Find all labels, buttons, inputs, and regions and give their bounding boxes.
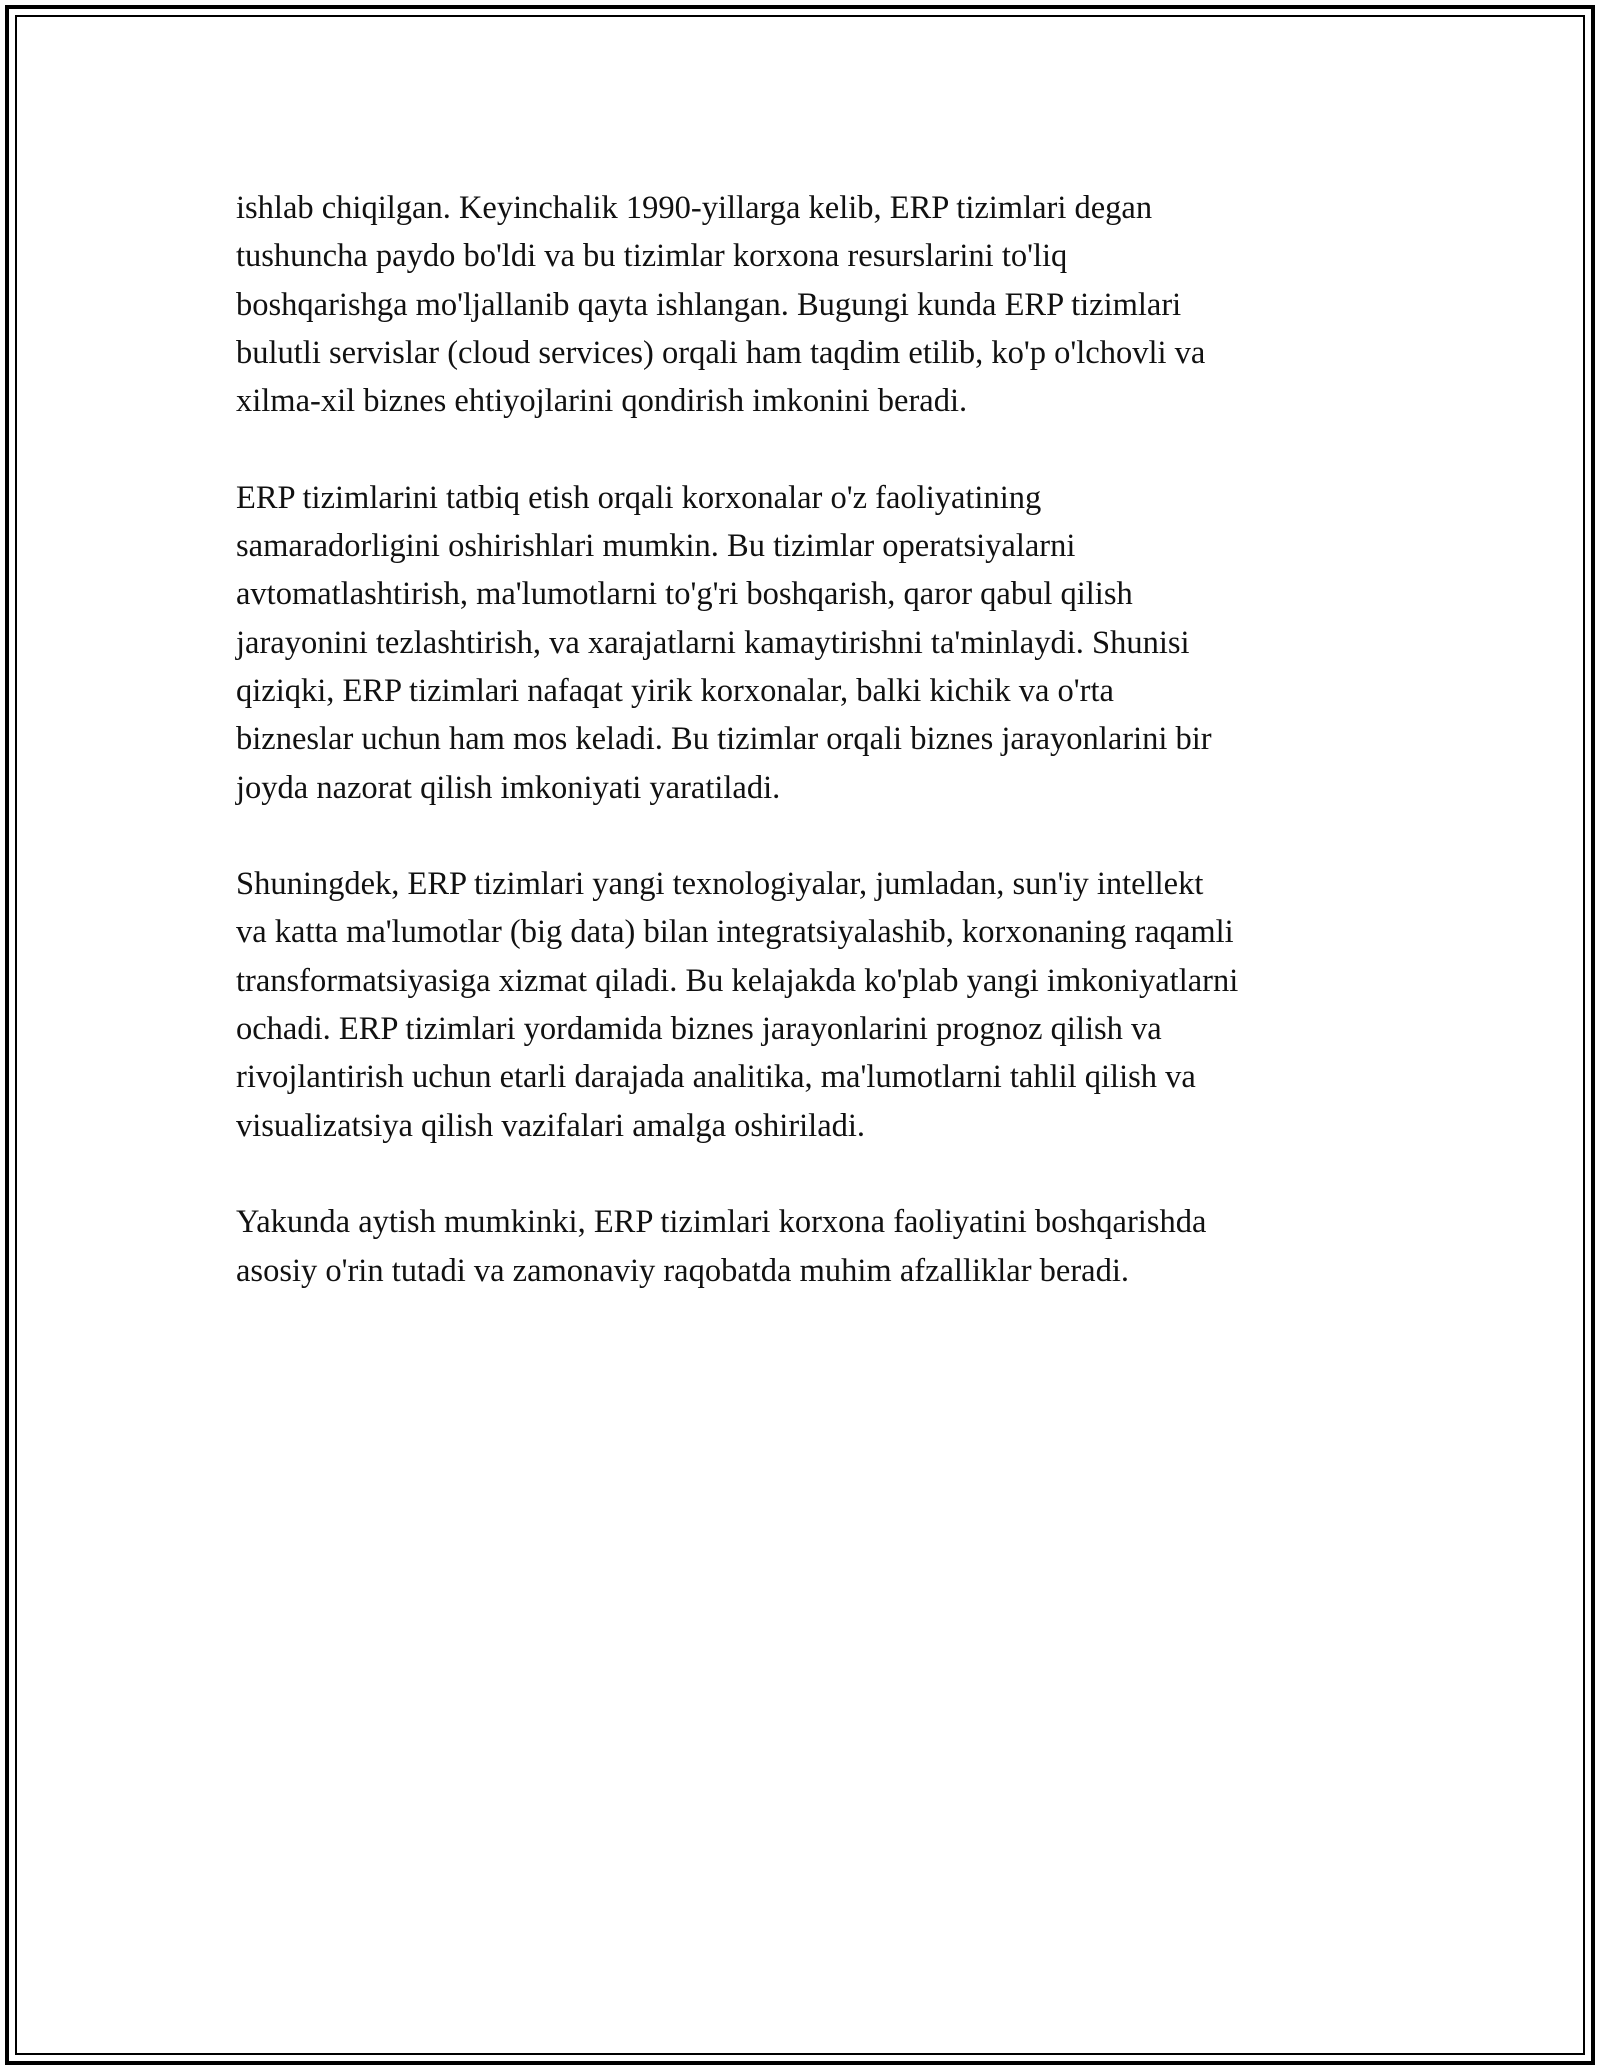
text-line: ishlab chiqilgan. Keyinchalik 1990-yillarga kelib, ERP tizimlari degan bbox=[236, 190, 1153, 226]
text-line: Shuningdek, ERP tizimlari yangi texnologiyalar, jumladan, sun'iy intellekt bbox=[236, 866, 1204, 903]
text-line: avtomatlashtirish, ma'lumotlarni to'g'ri boshqarish, qaror qabul qilish bbox=[236, 576, 1133, 613]
text-line: visualizatsiya qilish vazifalari amalga oshiriladi. bbox=[236, 1107, 866, 1144]
text-line: asosiy o'rin tutadi va zamonaviy raqobatda muhim afzalliklar beradi. bbox=[236, 1252, 1129, 1289]
paragraph-2 bbox=[236, 474, 1376, 812]
text-line: transformatsiyasiga xizmat qiladi. Bu kelajakda ko'plab yangi imkoniyatlarni bbox=[236, 962, 1239, 999]
text-line: qiziqki, ERP tizimlari nafaqat yirik korxonalar, balki kichik va o'rta bbox=[236, 672, 1114, 709]
text-line: bulutli servislar (cloud services) orqali ham taqdim etilib, ko'p o'lchovli va bbox=[236, 334, 1206, 371]
text-line: joyda nazorat qilish imkoniyati yaratiladi. bbox=[236, 769, 781, 806]
text-line: boshqarishga mo'ljallanib qayta ishlangan. Bugungi kunda ERP tizimlari bbox=[236, 286, 1182, 323]
text-line: ERP tizimlarini tatbiq etish orqali korxonalar o'z faoliyatining bbox=[236, 479, 1042, 516]
paragraph-1 bbox=[236, 184, 1376, 425]
text-line: jarayonini tezlashtirish, va xarajatlarni kamaytirishni ta'minlaydi. Shunisi bbox=[236, 624, 1190, 661]
text-line: Yakunda aytish mumkinki, ERP tizimlari korxona faoliyatini boshqarishda bbox=[236, 1204, 1207, 1241]
text-line: xilma-xil biznes ehtiyojlarini qondirish imkonini beradi. bbox=[236, 383, 968, 420]
text-line: ochadi. ERP tizimlari yordamida biznes jarayonlarini prognoz qilish va bbox=[236, 1011, 1162, 1048]
text-line: bizneslar uchun ham mos keladi. Bu tizimlar orqali biznes jarayonlarini bir bbox=[236, 721, 1212, 758]
text-line: va katta ma'lumotlar (big data) bilan integratsiyalashib, korxonaning raqamli bbox=[236, 914, 1234, 951]
document-body bbox=[236, 184, 1376, 1343]
paragraph-3 bbox=[236, 860, 1376, 1150]
paragraph-4 bbox=[236, 1198, 1376, 1295]
text-line: tushuncha paydo bo'ldi va bu tizimlar korxona resurslarini to'liq bbox=[236, 238, 1068, 275]
text-line: samaradorligini oshirishlari mumkin. Bu tizimlar operatsiyalarni bbox=[236, 528, 1076, 565]
text-line: rivojlantirish uchun etarli darajada analitika, ma'lumotlarni tahlil qilish va bbox=[236, 1059, 1196, 1096]
